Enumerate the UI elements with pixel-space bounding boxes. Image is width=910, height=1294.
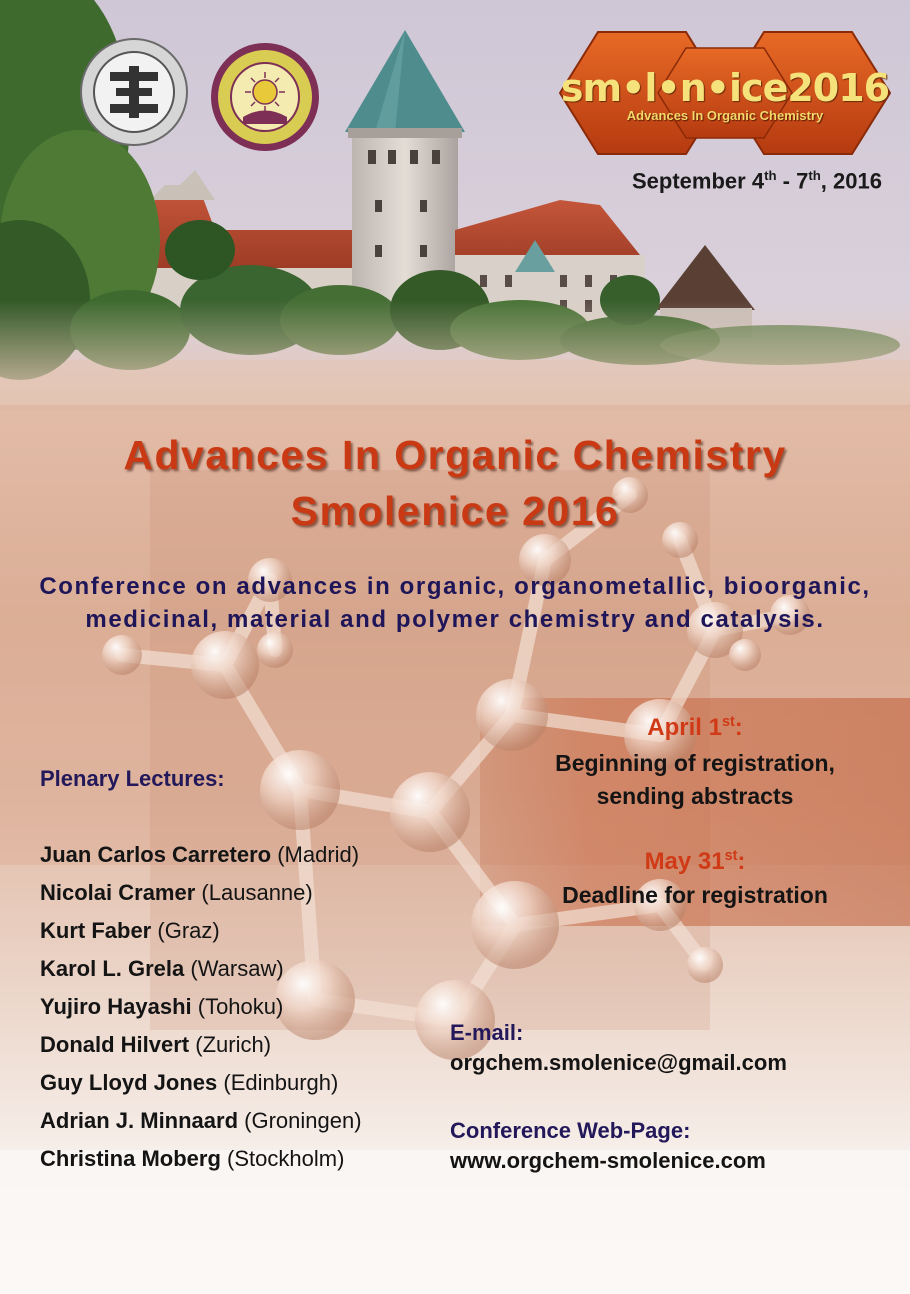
poster-title-line1: Advances In Organic Chemistry (123, 432, 787, 478)
registration-deadline-text: Deadline for registration (562, 882, 828, 908)
email-label: E-mail: (450, 1020, 524, 1045)
logo-wordmark: sm•l•n•ice2016 (560, 66, 890, 110)
email-address-link[interactable]: orgchem.smolenice@gmail.com (450, 1050, 787, 1075)
conference-dates: September 4th - 7th, 2016 (632, 168, 882, 194)
comenius-university-seal (210, 42, 320, 152)
plenary-lectures-heading: Plenary Lectures: (40, 766, 225, 791)
lecturer-item: Adrian J. Minnaard (Groningen) (40, 1108, 362, 1133)
lecturer-item: Kurt Faber (Graz) (40, 918, 220, 943)
lecturer-item: Yujiro Hayashi (Tohoku) (40, 994, 284, 1019)
registration-open-date: April 1st: (647, 714, 743, 741)
webpage-label: Conference Web-Page: (450, 1118, 691, 1143)
registration-open-text-line1: Beginning of registration, (555, 750, 835, 776)
registration-deadline-date: May 31st: (644, 848, 746, 875)
lecturer-item: Donald Hilvert (Zurich) (40, 1032, 272, 1057)
conference-description-line2: medicinal, material and polymer chemistry and catalysis. (85, 606, 825, 633)
lecturer-item: Nicolai Cramer (Lausanne) (40, 880, 313, 905)
lecturer-item: Christina Moberg (Stockholm) (40, 1146, 345, 1171)
lecturer-item: Karol L. Grela (Warsaw) (40, 956, 284, 981)
smolenice-2016-logo (558, 30, 892, 156)
poster-title-line2: Smolenice 2016 (290, 488, 620, 534)
webpage-url-link[interactable]: www.orgchem-smolenice.com (450, 1148, 766, 1173)
lecturer-item: Guy Lloyd Jones (Edinburgh) (40, 1070, 339, 1095)
slovak-chemical-society-seal (80, 38, 188, 146)
conference-description-line1: Conference on advances in organic, organometallic, bioorganic, (39, 573, 871, 600)
lecturer-item: Juan Carlos Carretero (Madrid) (40, 842, 360, 867)
logo-tagline: Advances In Organic Chemistry (626, 108, 824, 123)
registration-open-text-line2: sending abstracts (596, 783, 794, 809)
